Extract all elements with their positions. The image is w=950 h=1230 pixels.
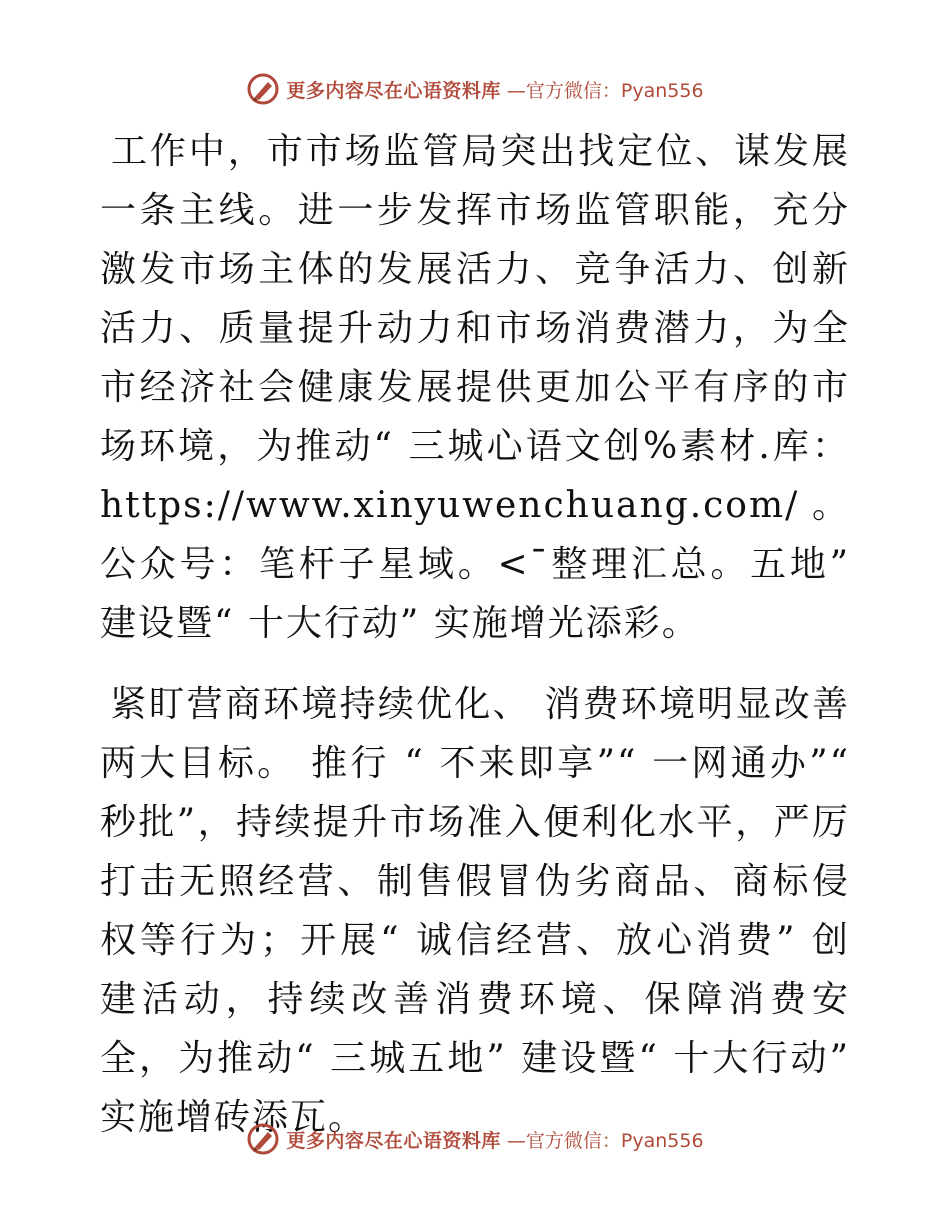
paragraph-2-text: 紧盯营商环境持续优化、 消费环境明显改善两大目标。 推行 “ 不来即享”“ 一网通办”“ 秒批”，持续提升市场准入便利化水平，严厉打击无照经营、制售假冒伪劣商品、商标侵权等行为；开展“ 诚信经营、放心消费” 创建活动，持续改善消费环境、保障消费安全，为推动“ 三城五地” 建设暨“ 十大行动” 实施增砖添瓦。 — [100, 684, 850, 1138]
paragraph-2 — [100, 675, 850, 1147]
paragraph-1-text: 工作中，市市场监管局突出找定位、谋发展一条主线。进一步发挥市场监管职能，充分激发市场主体的发展活力、竞争活力、创新活力、质量提升动力和市场消费潜力，为全市经济社会健康发展提供更加公平有序的市场环境，为推动“ 三城心语文创%素材.库：https://www.xinyuwenchuang.com/。公众号：笔杆子星域。<¯整理汇总。五地” 建设暨“ 十大行动” 实施增光添彩。 — [100, 131, 850, 644]
pen-logo-icon — [246, 72, 280, 106]
footer-banner-suffix: —官方微信：Pyan556 — [506, 1129, 704, 1152]
document-body — [100, 122, 850, 1147]
header-banner-suffix: —官方微信：Pyan556 — [506, 79, 704, 102]
paragraph-1 — [100, 122, 850, 653]
page-footer-banner — [0, 1122, 950, 1156]
header-banner-text: 更多内容尽在心语资料库 — [286, 79, 501, 102]
page-header-banner — [0, 72, 950, 106]
footer-banner-text: 更多内容尽在心语资料库 — [286, 1129, 501, 1152]
pen-logo-icon — [246, 1122, 280, 1156]
